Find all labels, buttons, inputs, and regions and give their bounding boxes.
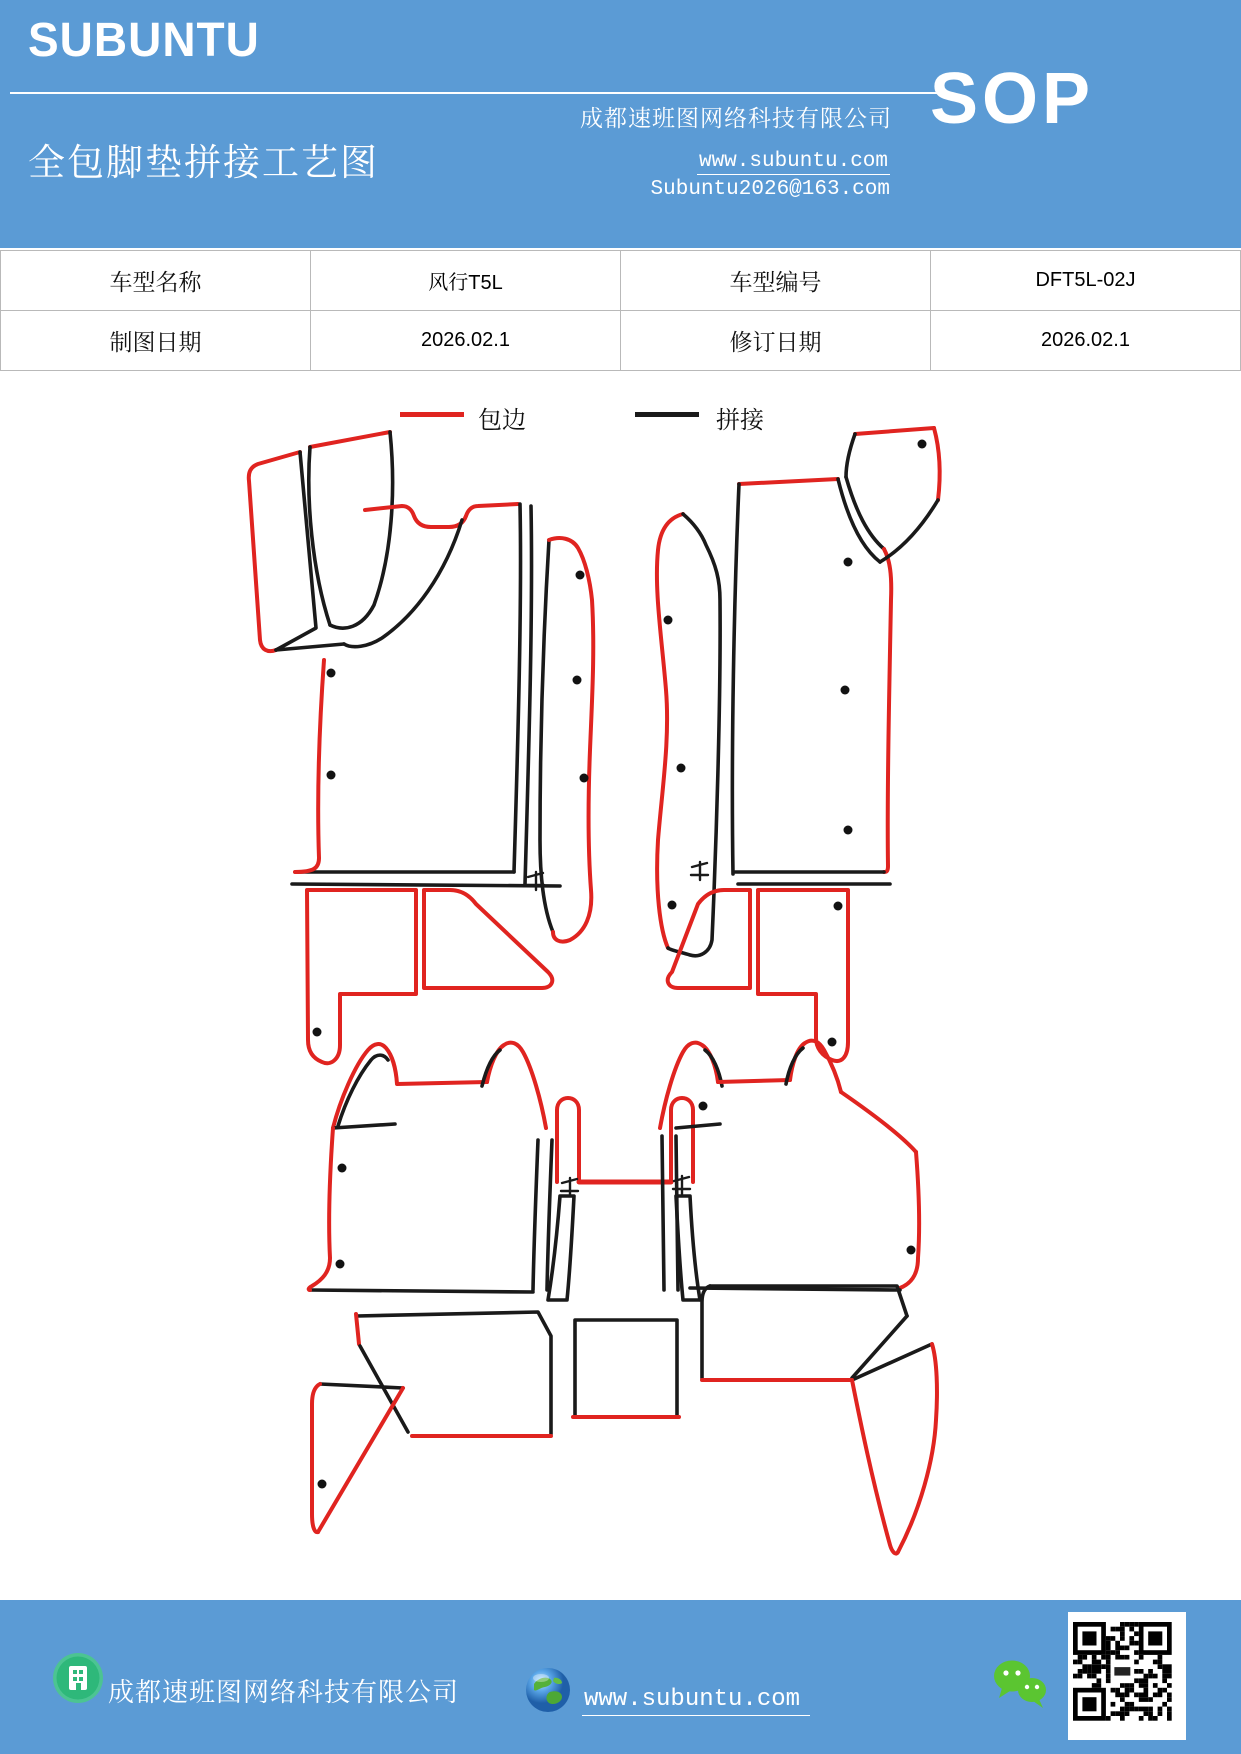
company-name: 成都速班图网络科技有限公司	[580, 106, 892, 131]
model-name-label: 车型名称	[1, 251, 311, 311]
piece-rear-extension-right	[702, 1286, 907, 1380]
table-row	[1, 311, 1241, 371]
piece-driver-mat	[276, 504, 560, 886]
draw-date-label: 制图日期	[1, 311, 311, 371]
draw-date-value: 2026.02.1	[311, 311, 621, 371]
website-link[interactable]: www.subuntu.com	[698, 150, 888, 173]
piece-tunnel-strip-b	[657, 514, 720, 956]
sop-badge: SOP	[930, 59, 1095, 139]
model-code-label: 车型编号	[621, 251, 931, 311]
binding-legend-label: 包边	[478, 408, 526, 434]
vehicle-info-table	[0, 250, 1241, 371]
piece-tunnel-strip-a	[540, 538, 593, 942]
header	[0, 0, 1241, 248]
model-name-value: 风行T5L	[311, 251, 621, 311]
revision-date-label: 修订日期	[621, 311, 931, 371]
piece-front-flap-b	[309, 432, 393, 628]
brand-logo: SUBUNTU	[28, 11, 260, 67]
piece-rear-right-mat	[660, 1041, 919, 1290]
footer-website-wrap	[582, 1686, 810, 1713]
footer-website-link[interactable]: www.subuntu.com	[582, 1686, 810, 1716]
model-code-value: DFT5L-02J	[931, 251, 1241, 311]
piece-side-wing-left	[312, 1384, 403, 1532]
splice-legend-label: 拼接	[716, 408, 764, 434]
piece-passenger-mat	[732, 477, 891, 884]
piece-rear-left-mat	[309, 1043, 552, 1292]
page-title: 全包脚垫拼接工艺图	[28, 143, 379, 184]
globe-icon	[524, 1666, 572, 1714]
building-icon	[52, 1652, 104, 1704]
qr-code	[1068, 1612, 1186, 1740]
website-link-wrap	[0, 150, 890, 173]
piece-connector-left	[307, 890, 552, 1063]
splice-tick-mark	[691, 862, 708, 880]
table-row	[1, 251, 1241, 311]
wechat-icon	[990, 1658, 1052, 1712]
email-text: Subuntu2026@163.com	[650, 178, 890, 201]
revision-date-value: 2026.02.1	[931, 311, 1241, 371]
piece-connector-right	[668, 890, 848, 1061]
splice-line-swatch	[635, 412, 699, 417]
piece-passenger-corner-flap	[846, 428, 940, 562]
footer	[0, 1600, 1241, 1754]
binding-line-swatch	[400, 412, 464, 417]
mat-pattern-diagram	[0, 420, 1241, 1580]
footer-company-name: 成都速班图网络科技有限公司	[108, 1678, 460, 1707]
piece-side-wing-right	[852, 1344, 937, 1554]
piece-front-flap-a	[249, 452, 316, 651]
header-divider	[10, 92, 938, 94]
